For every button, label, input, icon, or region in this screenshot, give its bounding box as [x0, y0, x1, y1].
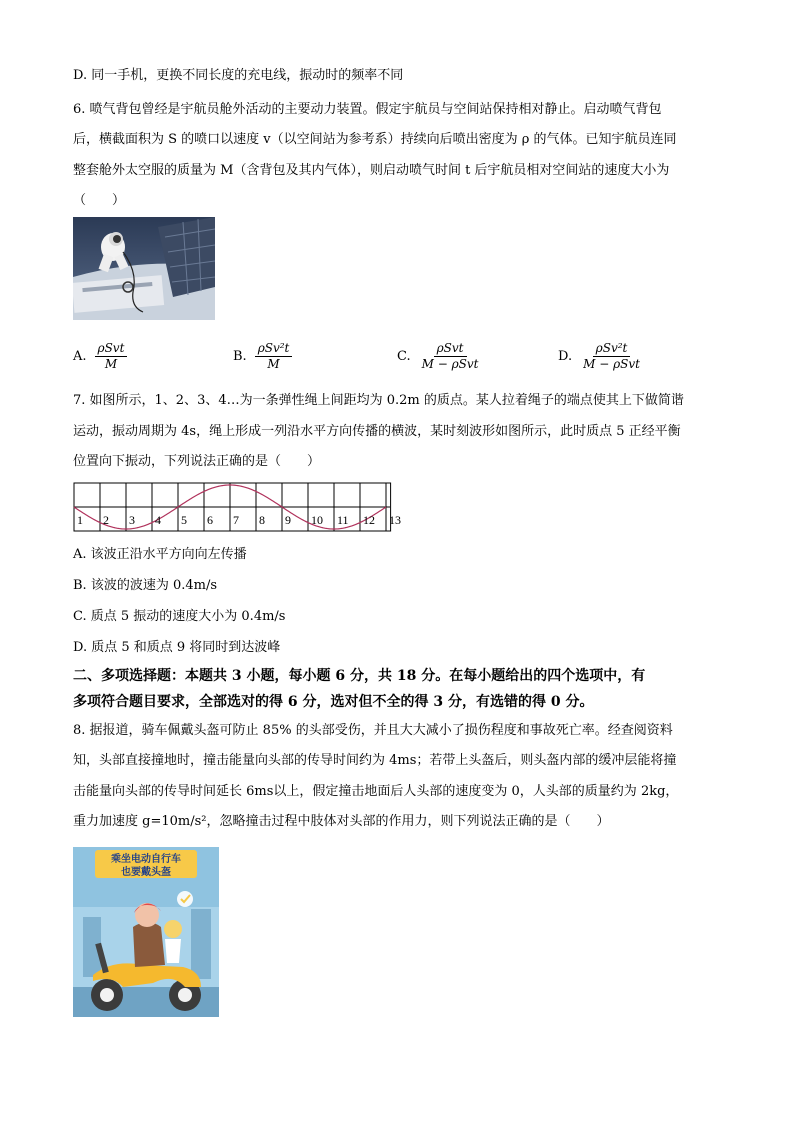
- q8-stem-line-3: 击能量向头部的传导时间延长 6ms以上，假定撞击地面后人头部的速度变为 0，人头部的质量约为 2kg，: [73, 784, 679, 799]
- point-label-9: 9: [285, 513, 291, 527]
- q7-stem-line-2: 运动，振动周期为 4s，绳上形成一列沿水平方向传播的横波，某时刻波形如图所示，此时质点 5 正经平衡: [73, 424, 681, 439]
- fraction: $\frac{\text{ρSvt}}{\text{M − ρSvt}}$: [421, 340, 479, 371]
- q5-option-d: D. 同一手机，更换不同长度的充电线，振动时的频率不同: [73, 68, 404, 83]
- point-label-1: 1: [77, 513, 83, 527]
- q6-option-a[interactable]: A. $\frac{\text{ρSvt}}{M}$: [73, 340, 127, 372]
- q7-option-a[interactable]: A. 该波正沿水平方向向左传播: [73, 547, 247, 562]
- astronaut-photo: [73, 217, 215, 320]
- section2-heading-line-1: 二、多项选择题：本题共 3 小题，每小题 6 分，共 18 分。在每小题给出的四个选项中，有: [73, 668, 646, 684]
- q7-option-d[interactable]: D. 质点 5 和质点 9 将同时到达波峰: [73, 640, 281, 655]
- q6-option-d[interactable]: D. $\frac{\text{ρSv²t}}{\text{M − ρSvt}}$: [558, 340, 643, 372]
- q8-stem-line-2: 知，头部直接撞地时，撞击能量向头部的传导时间约为 4ms；若带上头盔后，则头盔内部的缓冲层能将撞: [73, 753, 677, 768]
- point-label-13: 13: [389, 513, 401, 527]
- point-label-6: 6: [207, 513, 213, 527]
- helmet-poster: [73, 847, 219, 1017]
- q6-stem-line-1: 6. 喷气背包曾经是宇航员舱外活动的主要动力装置。假定宇航员与空间站保持相对静止。启动喷气背包: [73, 102, 662, 117]
- q7-option-b[interactable]: B. 该波的波速为 0.4m/s: [73, 578, 218, 593]
- q6-option-c[interactable]: C. $\frac{\text{ρSvt}}{\text{M − ρSvt}}$: [397, 340, 481, 372]
- poster-title-line-1: 乘坐电动自行车: [111, 854, 181, 865]
- point-label-7: 7: [233, 513, 239, 527]
- q8-stem-line-1: 8. 据报道，骑车佩戴头盔可防止 85% 的头部受伤，并且大大减小了损伤程度和事故死亡率。经查阅资料: [73, 723, 673, 738]
- wave-grid-svg: [73, 482, 413, 534]
- q7-stem-line-1: 7. 如图所示，1、2、3、4…为一条弹性绳上间距均为 0.2m 的质点。某人拉着绳子的端点使其上下做简谐: [73, 393, 684, 408]
- q6-stem-line-4: （ ）: [73, 193, 126, 208]
- point-label-4: 4: [155, 513, 161, 527]
- section2-heading-line-2: 多项符合题目要求，全部选对的得 6 分，选对但不全的得 3 分，有选错的得 0 分。: [73, 694, 594, 710]
- point-label-2: 2: [103, 513, 109, 527]
- point-label-11: 11: [337, 513, 349, 527]
- poster-title-line-2: 也要戴头盔: [121, 867, 171, 878]
- fraction: $\frac{\text{ρSv²t}}{M}$: [255, 341, 293, 372]
- q8-stem-line-4: 重力加速度 g=10m/s²，忽略撞击过程中肢体对头部的作用力，则下列说法正确的是（ ）: [73, 814, 610, 829]
- point-label-8: 8: [259, 513, 265, 527]
- point-label-5: 5: [181, 513, 187, 527]
- wave-diagram: [73, 482, 413, 534]
- q7-stem-line-3: 位置向下振动，下列说法正确的是（ ）: [73, 454, 321, 469]
- q6-option-b[interactable]: B. $\frac{\text{ρSv²t}}{M}$: [233, 340, 292, 372]
- fraction: $\frac{\text{ρSv²t}}{\text{M − ρSvt}}$: [583, 340, 640, 371]
- point-label-10: 10: [311, 513, 323, 527]
- point-label-12: 12: [363, 513, 375, 527]
- fraction: $\frac{\text{ρSvt}}{M}$: [95, 341, 128, 372]
- q6-stem-line-2: 后，横截面积为 S 的喷口以速度 v（以空间站为参考系）持续向后喷出密度为 ρ 的气体。已知宇航员连同: [73, 132, 677, 147]
- q7-option-c[interactable]: C. 质点 5 振动的速度大小为 0.4m/s: [73, 609, 286, 624]
- q6-stem-line-3: 整套舱外太空服的质量为 M（含背包及其内气体），则启动喷气时间 t 后宇航员相对空间站的速度大小为: [73, 163, 670, 178]
- point-label-3: 3: [129, 513, 135, 527]
